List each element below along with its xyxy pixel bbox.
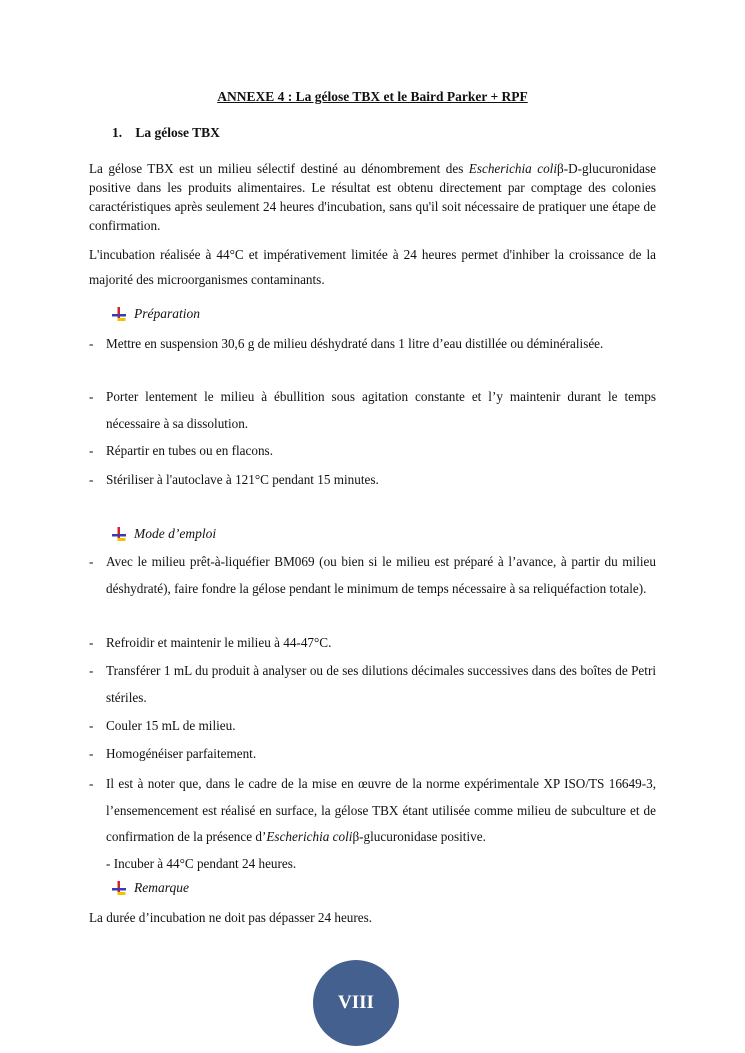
arrow-bullet-icon: [112, 881, 126, 895]
dash: -: [89, 746, 94, 761]
remarque-subheading: [112, 880, 189, 896]
list-item: [89, 658, 656, 711]
list-item-text: Stériliser à l'autoclave à 121°C pendant 15 minutes.: [106, 472, 379, 487]
mode-subheading: [112, 526, 216, 542]
intro-p1-text-end: β-D-glucuronidase positive dans les produits alimentaires. Le résultat est obtenu directement par comptage des colonies caractéristiques après seulement 24 heures d'incubation, sans qu'il soit nécessaire de pratiquer une étape de confirmation.: [89, 161, 656, 233]
list-item: [89, 331, 656, 358]
dash: -: [89, 336, 94, 351]
list-item-text: Avec le milieu prêt-à-liquéfier BM069 (ou bien si le milieu est préparé à l’avance, à partir du milieu déshydraté), faire fondre la gélose pendant le minimum de temps nécessaire à sa reliquéfaction totale).: [106, 554, 656, 596]
dash: -: [89, 554, 94, 569]
list-item-text-part: Il est à noter que, dans le cadre de la mise en œuvre de la norme expérimentale XP ISO/TS 16649-3, l’ensemencement est réalisé en surface, la gélose TBX étant utilisée comme milieu de subculture et de confirmation de la présence d’: [106, 776, 656, 844]
section-number: 1.: [112, 125, 123, 140]
preparation-subheading: [112, 306, 200, 322]
mode-label: Mode d’emploi: [134, 526, 217, 541]
list-item-text: Porter lentement le milieu à ébullition sous agitation constante et l’y maintenir durant le temps nécessaire à sa dissolution.: [106, 389, 656, 431]
annex-title: ANNEXE 4 : La gélose TBX et le Baird Parker + RPF: [217, 89, 528, 104]
dash: -: [89, 472, 94, 487]
dash: -: [89, 718, 94, 733]
intro-p1-species: Escherichia coli: [468, 161, 557, 176]
arrow-bullet-icon: [112, 307, 126, 321]
arrow-bullet-icon: [112, 527, 126, 541]
list-item-text: Homogénéiser parfaitement.: [106, 746, 257, 761]
list-item: [89, 438, 656, 465]
dash: -: [89, 776, 94, 791]
list-item: [89, 713, 656, 740]
list-item-text: Répartir en tubes ou en flacons.: [106, 443, 273, 458]
list-item: [89, 384, 656, 437]
section-heading-text: La gélose TBX: [135, 125, 220, 140]
intro-paragraph-1: [89, 159, 656, 235]
list-item-species: Escherichia coli: [266, 829, 353, 844]
remarque-label: Remarque: [134, 880, 189, 895]
incubation-line: - Incuber à 44°C pendant 24 heures.: [106, 855, 297, 871]
section-heading: [112, 125, 220, 141]
page-number-badge: VIII: [313, 960, 399, 1046]
list-item-text: Mettre en suspension 30,6 g de milieu déshydraté dans 1 litre d’eau distillée ou déminéralisée.: [106, 336, 604, 351]
intro-paragraph-2: L'incubation réalisée à 44°C et impérativement limitée à 24 heures permet d'inhiber la croissance de la majorité des microorganismes contaminants.: [89, 247, 656, 287]
dash: -: [89, 663, 94, 678]
list-item: [89, 630, 656, 657]
list-item: [89, 549, 656, 602]
list-item: [89, 467, 656, 494]
dash: -: [89, 635, 94, 650]
intro-p1-text: La gélose TBX est un milieu sélectif destiné au dénombrement des: [89, 161, 469, 176]
list-item-text: Refroidir et maintenir le milieu à 44-47°C.: [106, 635, 332, 650]
list-item-text: [106, 771, 656, 877]
list-item-text: Transférer 1 mL du produit à analyser ou de ses dilutions décimales successives dans des boîtes de Petri stériles.: [106, 663, 656, 705]
list-item-text-part: β-glucuronidase positive.: [352, 829, 486, 844]
list-item: [89, 741, 656, 768]
dash: -: [89, 443, 94, 458]
list-item-text: Couler 15 mL de milieu.: [106, 718, 236, 733]
dash: -: [89, 389, 94, 404]
list-item: [89, 771, 656, 877]
remarque-text: La durée d’incubation ne doit pas dépasser 24 heures.: [89, 910, 373, 925]
preparation-label: Préparation: [134, 306, 200, 321]
